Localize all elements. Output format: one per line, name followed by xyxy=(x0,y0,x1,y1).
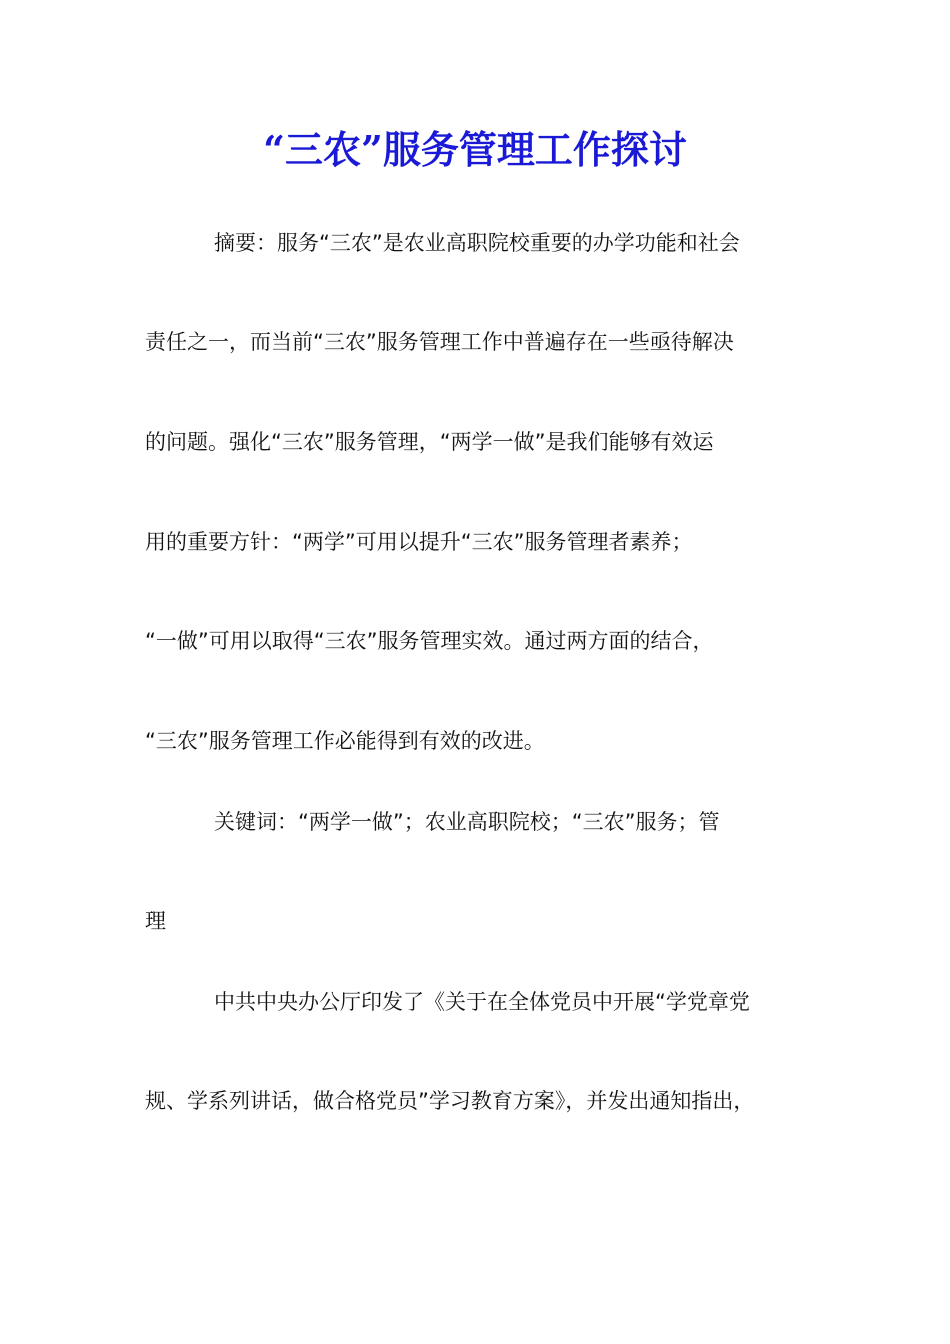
abstract-line-3: 的问题。强化“三农”服务管理，“两学一做”是我们能够有效运 xyxy=(145,430,714,454)
abstract-line-2: 责任之一，而当前“三农”服务管理工作中普遍存在一些亟待解决 xyxy=(145,330,734,354)
keywords-line-1: 关键词：“两学一做”；农业高职院校；“三农”服务；管 xyxy=(214,810,720,834)
body-line-2: 规、学系列讲话，做合格党员”学习教育方案》，并发出通知指出， xyxy=(145,1089,755,1113)
abstract-line-6: “三农”服务管理工作必能得到有效的改进。 xyxy=(145,729,545,753)
abstract-line-5: “一做”可用以取得“三农”服务管理实效。通过两方面的结合， xyxy=(145,629,714,653)
abstract-line-1: 摘要：服务“三农”是农业高职院校重要的办学功能和社会 xyxy=(214,231,740,255)
keywords-line-2: 理 xyxy=(145,909,166,933)
body-line-1: 中共中央办公厅印发了《关于在全体党员中开展“学党章党 xyxy=(214,990,750,1014)
abstract-line-4: 用的重要方针：“两学”可用以提升“三农”服务管理者素养； xyxy=(145,530,693,554)
document-title: “三农”服务管理工作探讨 xyxy=(263,127,687,172)
